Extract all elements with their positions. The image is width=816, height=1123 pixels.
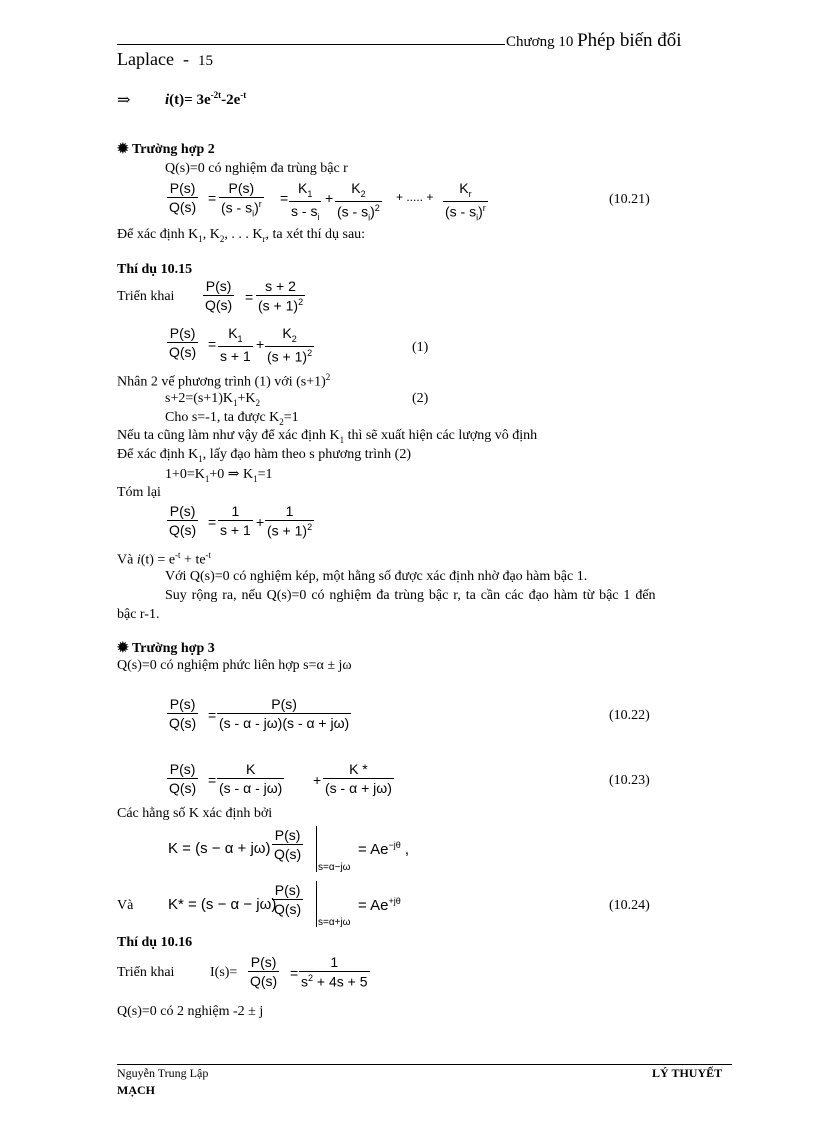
frac-Kstar-plus: $\frac{K *}{(s - \alpha + j\omega)}$ bbox=[325, 761, 392, 796]
frac-K2: $\frac{K_2}{(s - s_i)^2}$ bbox=[337, 180, 380, 223]
Kstar-Ae: = $Ae^{+j\theta}$ bbox=[358, 896, 401, 914]
frac-P-Q-K: $\frac{P(s)}{Q(s)}$ bbox=[274, 827, 302, 862]
eq-number-1: (1) bbox=[412, 340, 429, 355]
cho-line: Cho s=-1, ta được $K_2=1$ bbox=[165, 410, 299, 427]
frac-P-Q-Kstar: $\frac{P(s)}{Q(s)}$ bbox=[274, 882, 302, 917]
evaluation-bar bbox=[316, 881, 317, 927]
header-rule bbox=[117, 44, 505, 45]
frac-K-minus: $\frac{K}{(s - \alpha - j\omega)}$ bbox=[219, 761, 283, 796]
chapter-title: Phép biến đổi bbox=[577, 30, 682, 51]
frac-1-s1: $\frac{1}{s + 1}$ bbox=[220, 503, 251, 538]
page-number: 15 bbox=[197, 53, 213, 69]
va-label: Và bbox=[117, 898, 134, 913]
todet-line: Để xác định $K_1$, lấy đạo hàm theo s phương trình (2) bbox=[117, 447, 411, 464]
chapter-label: Chương 10 bbox=[506, 34, 574, 50]
K-expression: K = (s − α + jω) bbox=[168, 840, 271, 857]
header-subtitle: Laplace - 15 bbox=[117, 49, 213, 69]
constants-line: Các hằng số K xác định bởi bbox=[117, 806, 273, 821]
example-15-title: Thí dụ 10.15 bbox=[117, 262, 193, 277]
eq-number-10-23: (10.23) bbox=[609, 773, 650, 788]
frac-P-Q-eq1: $\frac{P(s)}{Q(s)}$ bbox=[169, 325, 197, 360]
frac-P-Q-15: $\frac{P(s)}{Q(s)}$ bbox=[205, 278, 233, 313]
eval-at-plus: s=α+jω bbox=[318, 917, 351, 928]
eq-number-10-22: (10.22) bbox=[609, 708, 650, 723]
generalize-line-2: bậc r-1. bbox=[117, 607, 160, 622]
frac-P-complex: $\frac{P(s)}{(s - \alpha - j\omega)(s - \alpha + j\omega)}$ bbox=[219, 696, 350, 731]
case2-heading: ✹ Trường hợp 2 bbox=[117, 142, 215, 157]
example-16-title: Thí dụ 10.16 bbox=[117, 935, 193, 950]
frac-P-Q-summary: $\frac{P(s)}{Q(s)}$ bbox=[169, 503, 197, 538]
frac-K1-s1: $\frac{K_1}{s + 1}$ bbox=[220, 325, 251, 364]
eq-number-10-21: (10.21) bbox=[609, 192, 650, 207]
frac-P-Q-23: $\frac{P(s)}{Q(s)}$ bbox=[169, 761, 197, 796]
ifwe-line: Nếu ta cũng làm như vậy để xác định $K_1$ thì sẽ xuất hiện các lượng vô định bbox=[117, 428, 538, 445]
case2-intro: Q(s)=0 có nghiệm đa trùng bậc r bbox=[165, 161, 348, 176]
expand-label-16: Triển khai bbox=[117, 965, 175, 980]
Kstar-expression: K* = (s − α − jω) bbox=[168, 896, 277, 913]
eq-number-10-24: (10.24) bbox=[609, 898, 650, 913]
header-chapter bbox=[506, 30, 682, 52]
s2-eq-line: $s+2=(s+1)K_1+K_2$ bbox=[165, 391, 261, 408]
multiply-line: Nhân 2 vế phương trình (1) với $(s+1)^2$ bbox=[117, 372, 331, 390]
result-arrow: ⇒ bbox=[117, 92, 131, 109]
frac-P-Q: $\frac{P(s)}{Q(s)}$ bbox=[169, 180, 197, 215]
asterisk-icon: ✹ bbox=[117, 641, 129, 656]
footer-author: Nguyễn Trung Lập bbox=[117, 1066, 209, 1080]
double-root-line: Với Q(s)=0 có nghiệm kép, một hằng số được xác định nhờ đạo hàm bậc 1. bbox=[165, 569, 588, 584]
frac-Kr: $\frac{K_r}{(s - s_i)^r}$ bbox=[445, 180, 486, 223]
footer-rule bbox=[117, 1064, 732, 1065]
frac-1-s1sq: $\frac{1}{(s + 1)^2}$ bbox=[267, 503, 313, 539]
roots-line: Q(s)=0 có 2 nghiệm -2 ± j bbox=[117, 1004, 264, 1019]
it-result-line: Và $i(t) = e^{-t} + te^{-t}$ bbox=[117, 550, 212, 568]
result-expression: $i(t)= 3e^{-2t}-2e^{-t}$ bbox=[165, 90, 247, 108]
derivative-line: $1+0=K_1+0$ ⇒ $K_1=1$ bbox=[165, 467, 273, 484]
eval-at-minus: s=α−jω bbox=[318, 862, 351, 873]
frac-K2-s1sq: $\frac{K_2}{(s + 1)^2}$ bbox=[267, 325, 313, 365]
evaluation-bar bbox=[316, 826, 317, 872]
frac-K1: $\frac{K_1}{s - s_i}$ bbox=[291, 180, 320, 222]
footer-right: LÝ THUYẾT bbox=[652, 1066, 723, 1080]
footer-left-2: MẠCH bbox=[117, 1083, 155, 1097]
expand-label-15: Triển khai bbox=[117, 289, 175, 304]
case3-heading: ✹ Trường hợp 3 bbox=[117, 641, 215, 656]
case2-follow: Để xác định $K_1$, $K_2$, . . . $K_r$, ta xét thí dụ sau: bbox=[117, 227, 366, 244]
K-Ae: = $Ae^{-j\theta}$ , bbox=[358, 840, 410, 858]
frac-s2-over-s1sq: $\frac{s + 2}{(s + 1)^2}$ bbox=[258, 278, 304, 314]
Is-label: I(s)= bbox=[210, 965, 238, 980]
eq-number-2: (2) bbox=[412, 391, 429, 406]
frac-P-multiple-root: $\frac{P(s)}{(s - s_i)^r}$ bbox=[221, 180, 262, 219]
frac-P-Q-16: $\frac{P(s)}{Q(s)}$ bbox=[250, 954, 278, 989]
frac-1-quadratic: $\frac{1}{s^2 + 4s + 5}$ bbox=[301, 954, 368, 990]
case3-intro: Q(s)=0 có nghiệm phức liên hợp s=α ± jω bbox=[117, 658, 352, 673]
asterisk-icon: ✹ bbox=[117, 142, 129, 157]
generalize-line-1: Suy rộng ra, nếu Q(s)=0 có nghiệm đa trùng bậc r, ta cần các đạo hàm từ bậc 1 đến bbox=[165, 588, 656, 603]
frac-P-Q-22: $\frac{P(s)}{Q(s)}$ bbox=[169, 696, 197, 731]
summary-label: Tóm lại bbox=[117, 485, 161, 500]
